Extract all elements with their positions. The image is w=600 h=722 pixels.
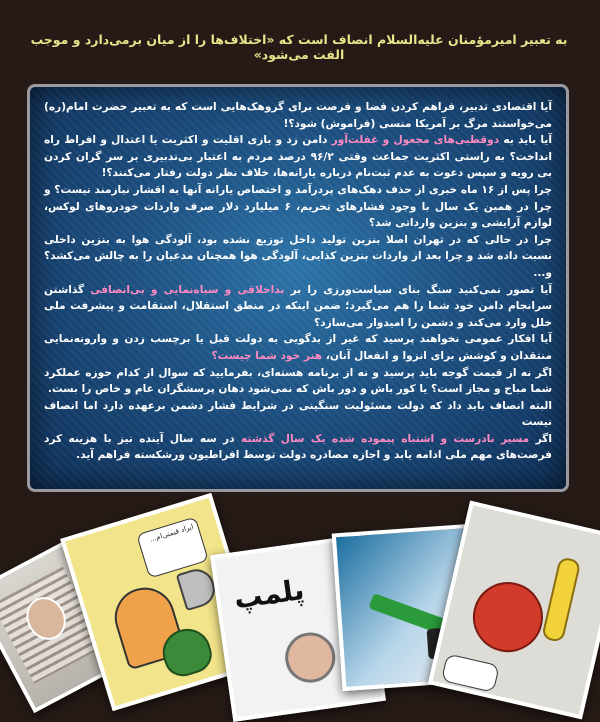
paragraph-3: چرا پس از ۱۶ ماه خبری از حذف دهک‌های پردرآمد و اختصاص یارانه آنها به اقشار نیازمند نیست؟ و چرا در همین یک سال با وجود فشارهای تحریم، ۶ میلیارد دلار صرف واردات خودروهای لوکس، لوازم آرایشی و بنزین وارداتی شد؟ bbox=[45, 183, 553, 230]
meter-icon bbox=[283, 629, 339, 685]
highlight-bipolarization: دوقطبی‌های مجعول و غفلت‌آور bbox=[332, 134, 501, 147]
page-header: به تعبیر امیرمؤمنان علیه‌السلام انصاف است که «اختلاف‌ها را از میان برمی‌دارد و موجب الفت می‌شود» bbox=[31, 32, 569, 62]
banana-icon bbox=[542, 556, 582, 643]
paragraph-5 bbox=[45, 282, 553, 332]
paragraph-9 bbox=[45, 431, 553, 464]
speech-bubble-text: ایراد قیمتی‌ام... bbox=[149, 522, 196, 544]
paragraph-1: آیا اقتصادی تدبیر، فراهم کردن فضا و فرصت برای گروهک‌هایی است که به تعبیر حضرت امام(ره) می‌خواستند مرگ بر آمریکا منسی (فراموش) شود؟! bbox=[45, 101, 553, 130]
paragraph-6-start: آیا افکار عمومی نخواهند پرسید که غیر از بدگویی به دولت قبل یا برچسب زدن و وارونه‌نمایی منتقدان و کوشش برای انزوا و انفعال آنان، bbox=[45, 333, 553, 362]
speech-bubble-2 bbox=[442, 653, 501, 692]
text-panel bbox=[28, 84, 570, 492]
article-body bbox=[45, 99, 553, 464]
paragraph-2 bbox=[45, 132, 553, 182]
paragraph-4: چرا در حالی که در تهران اصلا بنزین تولید داخل توزیع نشده بود، آلودگی هوا به بنزین داخلی نسبت داده شد و چرا بعد از واردات بنزین کذایی، آلودگی هوا همچنان مدعیان را به چالش می‌کشد؟ و... bbox=[45, 233, 553, 279]
paragraph-7: اگر نه از قیمت گوجه باید پرسید و نه از برنامه هسته‌ای، بفرمایید که سوال از کدام حوزه عملکرد شما مباح و مجاز است؟ یا کور باش و دور باش که نمی‌شود دهان پرسشگران عام و خاص را بست. bbox=[45, 366, 553, 396]
paragraph-8: البته انصاف باید داد که دولت مسئولیت سنگینی در شرایط فشار دشمن برعهده دارد اما انصاف نیست bbox=[45, 399, 553, 429]
paragraph-5-start: آیا تصور نمی‌کنید سنگ بنای سیاست‌ورزی را بر bbox=[285, 283, 553, 296]
seal-title: پلمپ bbox=[233, 572, 308, 616]
paragraph-2-start: آیا باید به bbox=[500, 134, 554, 147]
highlight-wrong-path: مسیر نادرست و اشتباه پیموده شده یک سال گذشته bbox=[241, 432, 531, 445]
paragraph-2-end: دامن زد و بازی اقلیت و اکثریت یا اعتدال و افراط راه انداخت؟ به راستی اکثریت جماعت وقتی ۹۶/۲ درصد مردم به اعتبار بی‌تدبیری بر سر گران کردن بی رویه و سپس دعوت به عدم ثبت‌نام درباره یارانه‌ها، خلاف نظر دولت رفتار می‌کنند؟! bbox=[45, 134, 553, 180]
tomato-icon bbox=[467, 575, 551, 659]
paragraph-6 bbox=[45, 331, 553, 364]
paragraph-5-end: گذاشتن سرانجام دامن خود شما را هم می‌گیرد؛ ضمن اینکه در منطق استقلال، استقامت و پیشرفت ملی خلل وارد می‌کند و دشمن را امیدوار می‌سازد؟ bbox=[45, 283, 553, 329]
paragraph-9-end: در سه سال آینده نیز با هزینه کرد فرصت‌های مهم ملی ادامه یابد و اجازه مصادره دولت توسط افراطیون ورشکسته فراهم آید. bbox=[45, 432, 553, 462]
highlight-your-art: هنر خود شما چیست؟ bbox=[212, 349, 324, 362]
paragraph-9-start: اگر bbox=[530, 432, 553, 445]
highlight-immorality: بداخلاقی و سیاه‌نمایی و بی‌انصافی bbox=[91, 283, 286, 296]
